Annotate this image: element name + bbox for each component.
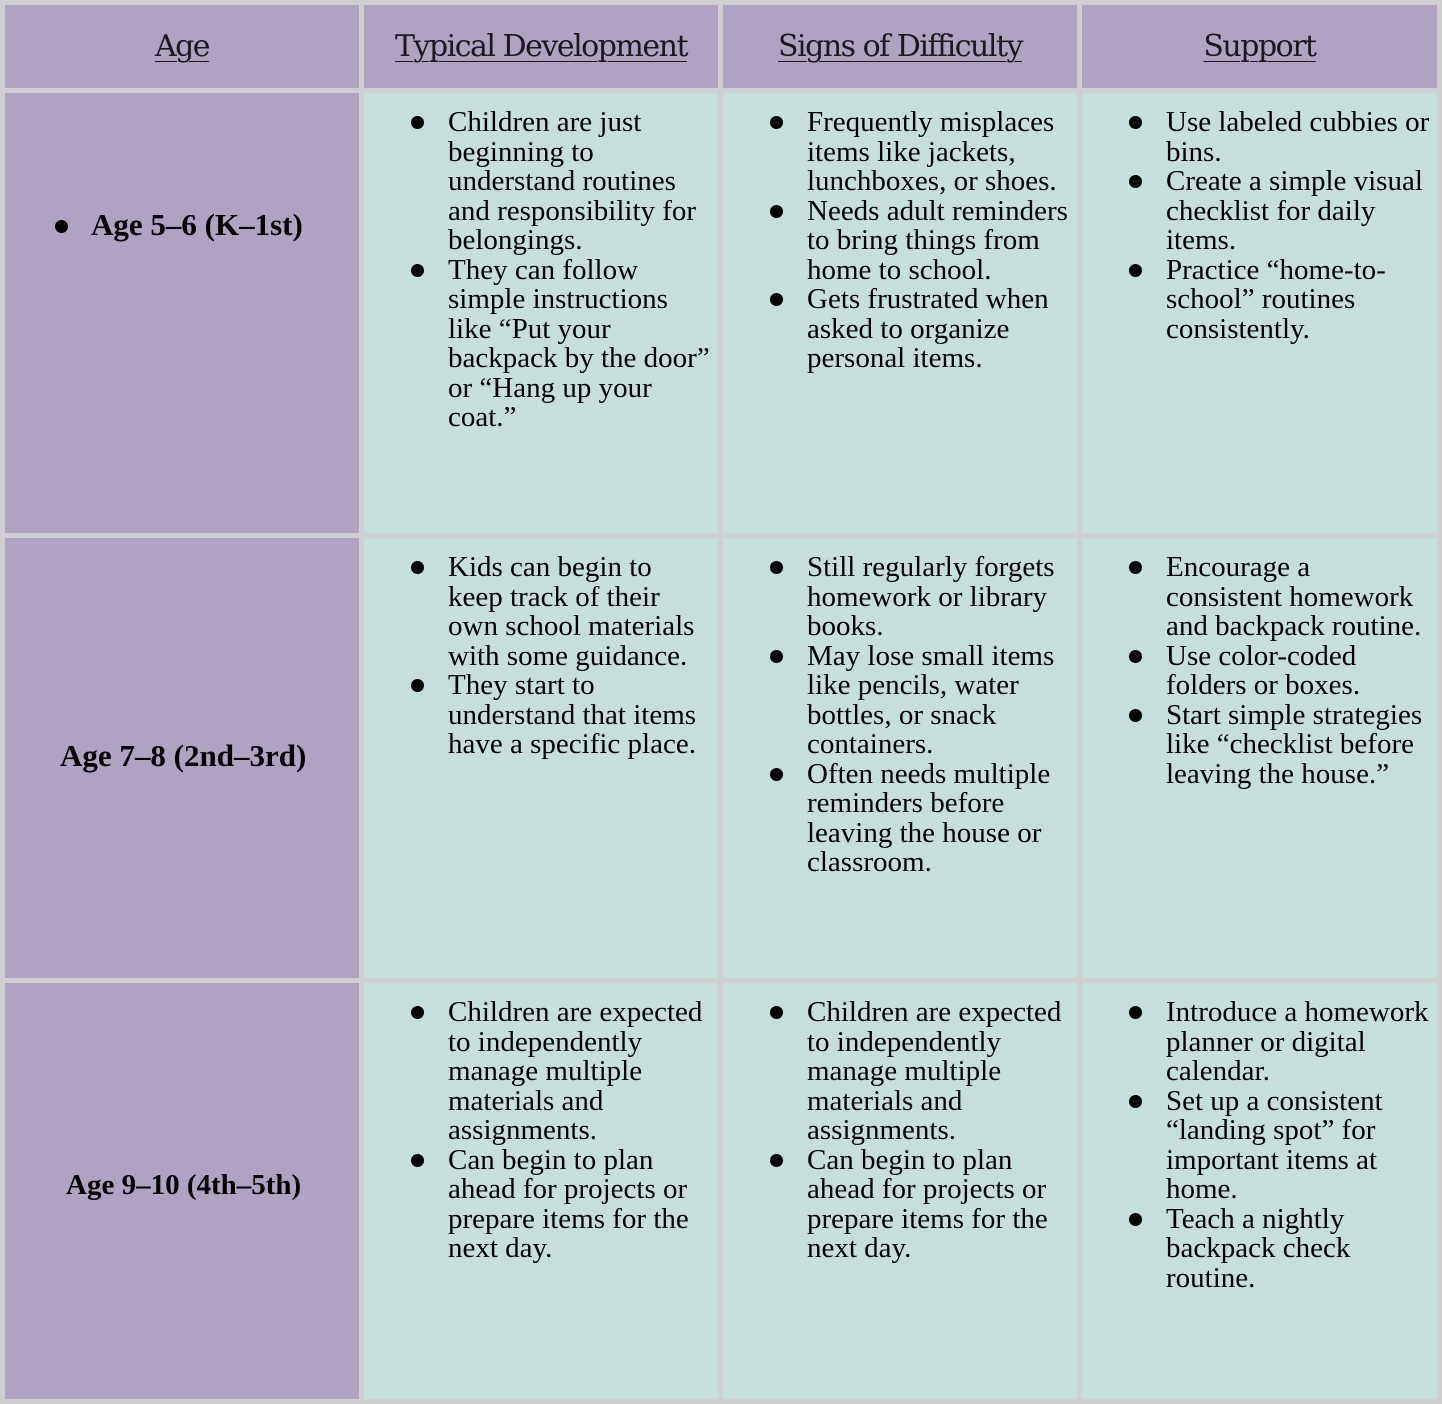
list-item: Needs adult reminders to bring things from home to school. [723, 197, 1077, 286]
support-cell-row-2 [1082, 538, 1437, 978]
difficulty-cell-row-3 [723, 983, 1077, 1399]
list-item: Create a simple visual checklist for daily items. [1082, 167, 1437, 256]
age-cell-row-2 [5, 538, 359, 978]
list-item: Encourage a consistent homework and backpack routine. [1082, 553, 1437, 642]
bullet-icon [770, 293, 783, 306]
list-item: Gets frustrated when asked to organize personal items. [723, 285, 1077, 374]
list-item: Can begin to plan ahead for projects or prepare items for the next day. [723, 1146, 1077, 1264]
bullet-icon [1129, 1095, 1142, 1108]
list-item: Teach a nightly backpack check routine. [1082, 1205, 1437, 1294]
list-item: Use color-coded folders or boxes. [1082, 642, 1437, 701]
bullet-icon [770, 768, 783, 781]
age-cell-row-3 [5, 983, 359, 1399]
header-support-label: Support [1203, 29, 1316, 64]
bullet-icon [411, 1006, 424, 1019]
header-typical-development [364, 5, 718, 88]
list-item: Still regularly forgets homework or library books. [723, 553, 1077, 642]
difficulty-cell-row-1 [723, 93, 1077, 533]
bullet-icon [1129, 709, 1142, 722]
age-cell-row-1 [5, 93, 359, 533]
list-item: They start to understand that items have a specific place. [364, 671, 718, 760]
list-item: Introduce a homework planner or digital calendar. [1082, 998, 1437, 1087]
bullet-icon [411, 679, 424, 692]
support-list [1082, 998, 1437, 1293]
typical-cell-row-1 [364, 93, 718, 533]
list-item: Can begin to plan ahead for projects or prepare items for the next day. [364, 1146, 718, 1264]
header-age-label: Age [154, 29, 210, 64]
bullet-icon [770, 1154, 783, 1167]
bullet-icon [1129, 264, 1142, 277]
bullet-icon [411, 561, 424, 574]
support-cell-row-3 [1082, 983, 1437, 1399]
bullet-icon [1129, 1006, 1142, 1019]
age-label: Age 9–10 (4th–5th) [66, 1169, 302, 1201]
support-list [1082, 553, 1437, 789]
bullet-icon [1129, 561, 1142, 574]
bullet-icon [1129, 175, 1142, 188]
typical-cell-row-3 [364, 983, 718, 1399]
typical-cell-row-2 [364, 538, 718, 978]
bullet-icon [55, 220, 68, 233]
list-item: Children are expected to independently manage multiple materials and assignments. [723, 998, 1077, 1146]
header-support [1082, 5, 1437, 88]
difficulty-list [723, 108, 1077, 374]
list-item: Kids can begin to keep track of their own school materials with some guidance. [364, 553, 718, 671]
support-list [1082, 108, 1437, 344]
list-item: They can follow simple instructions like “Put your backpack by the door” or “Hang up your coat.” [364, 256, 718, 433]
list-item: Set up a consistent “landing spot” for important items at home. [1082, 1087, 1437, 1205]
bullet-icon [1129, 1213, 1142, 1226]
bullet-icon [411, 116, 424, 129]
difficulty-cell-row-2 [723, 538, 1077, 978]
support-cell-row-1 [1082, 93, 1437, 533]
bullet-icon [411, 1154, 424, 1167]
list-item: Children are just beginning to understand routines and responsibility for belongings. [364, 108, 718, 256]
bullet-icon [770, 650, 783, 663]
bullet-icon [770, 561, 783, 574]
list-item: Start simple strategies like “checklist before leaving the house.” [1082, 701, 1437, 790]
header-signs-of-difficulty [723, 5, 1077, 88]
bullet-icon [770, 1006, 783, 1019]
difficulty-list [723, 998, 1077, 1264]
header-typical-development-label: Typical Development [394, 29, 688, 64]
typical-list [364, 108, 718, 433]
list-item: Children are expected to independently manage multiple materials and assignments. [364, 998, 718, 1146]
bullet-icon [1129, 116, 1142, 129]
bullet-icon [1129, 650, 1142, 663]
list-item: Practice “home-to-school” routines consistently. [1082, 256, 1437, 345]
age-label: Age 7–8 (2nd–3rd) [60, 738, 307, 773]
typical-list [364, 553, 718, 760]
bullet-icon [411, 264, 424, 277]
header-signs-of-difficulty-label: Signs of Difficulty [778, 29, 1022, 64]
list-item: Use labeled cubbies or bins. [1082, 108, 1437, 167]
header-age [5, 5, 359, 88]
age-label: Age 5–6 (K–1st) [91, 207, 303, 242]
bullet-icon [770, 116, 783, 129]
list-item: Frequently misplaces items like jackets, lunchboxes, or shoes. [723, 108, 1077, 197]
difficulty-list [723, 553, 1077, 878]
list-item: Often needs multiple reminders before leaving the house or classroom. [723, 760, 1077, 878]
list-item: May lose small items like pencils, water bottles, or snack containers. [723, 642, 1077, 760]
bullet-icon [770, 205, 783, 218]
typical-list [364, 998, 718, 1264]
